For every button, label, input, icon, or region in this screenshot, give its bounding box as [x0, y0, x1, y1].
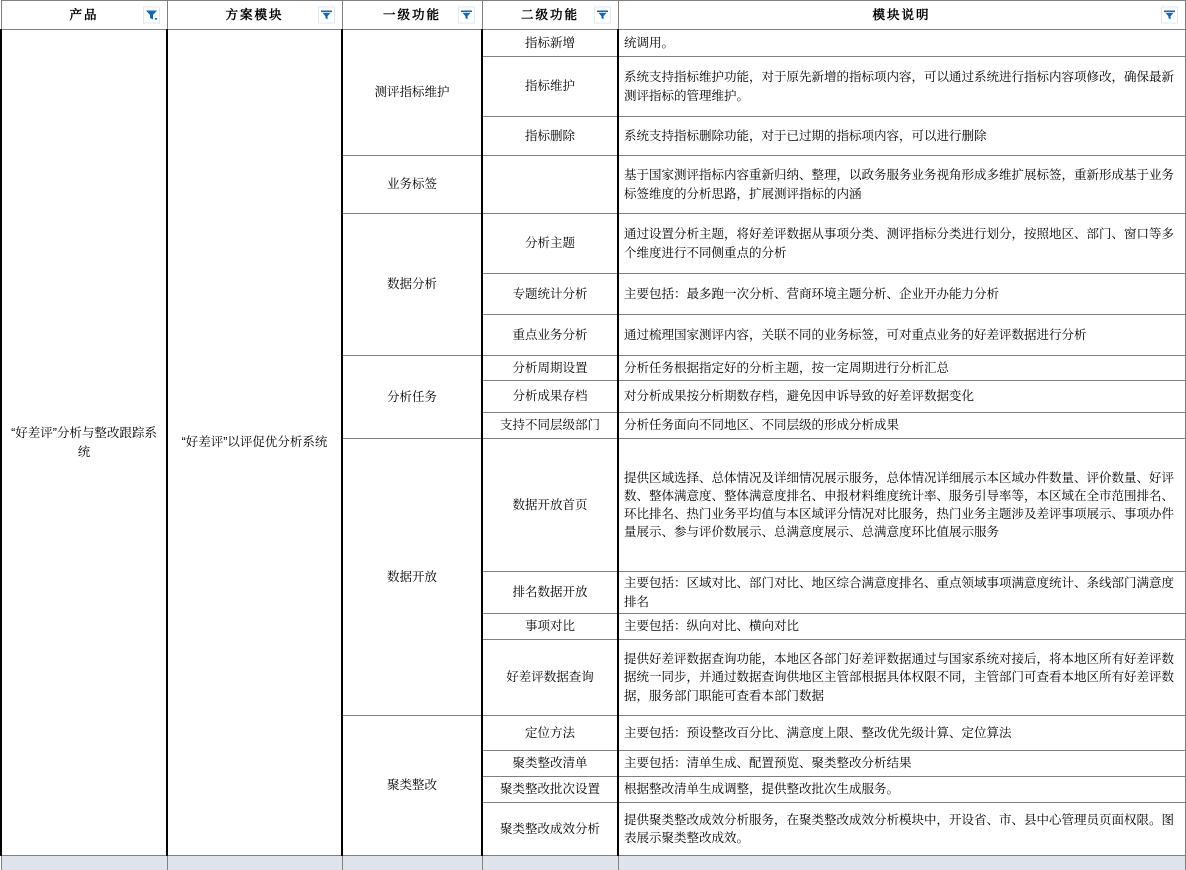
solution-module-cell[interactable]: “好差评”以评促优分析系统: [167, 30, 342, 856]
module-description-cell[interactable]: 系统支持指标删除功能，对于已过期的指标项内容，可以进行删除: [618, 117, 1185, 156]
module-description-cell[interactable]: 通过梳理国家测评内容，关联不同的业务标签，可对重点业务的好差评数据进行分析: [618, 315, 1185, 356]
module-description-cell[interactable]: 主要包括：区域对比、部门对比、地区综合满意度排名、重点领域事项满意度统计、条线部门满意度排名: [618, 572, 1185, 614]
partial-cell: [167, 856, 342, 870]
column-header-module-description[interactable]: [618, 1, 1185, 30]
filter-icon[interactable]: [1161, 7, 1178, 24]
module-description-cell[interactable]: 主要包括：纵向对比、横向对比: [618, 614, 1185, 640]
level1-function-cell[interactable]: 分析任务: [342, 356, 482, 439]
column-header-level1-function[interactable]: [342, 1, 482, 30]
column-header-level2-function-label: 二级功能: [521, 6, 579, 24]
level2-function-cell[interactable]: 排名数据开放: [482, 572, 618, 614]
column-header-product-label: 产品: [69, 6, 98, 24]
level2-function-cell[interactable]: 聚类整改批次设置: [482, 777, 618, 803]
level1-function-cell[interactable]: 聚类整改: [342, 716, 482, 856]
module-description-cell[interactable]: 提供区域选择、总体情况及详细情况展示服务，总体情况详细展示本区域办件数量、评价数量、好评数、整体满意度、整体满意度排名、申报材料维度统计率、服务引导率等，本区域在全市范围排名、环比排名、热门业务平均值与本区域评分情况对比服务，热门业务主题涉及差评事项展示、事项办件量展示、参与评价数展示、总满意度展示、总满意度环比值展示服务: [618, 439, 1185, 572]
module-description-cell[interactable]: 提供好差评数据查询功能，本地区各部门好差评数据通过与国家系统对接后，将本地区所有好差评数据统一同步，并通过数据查询供地区主管部根据具体权限不同，主管部门可查看本地区所有好差评数据，服务部门职能可查看本部门数据: [618, 640, 1185, 716]
module-description-cell[interactable]: 基于国家测评指标内容重新归纳、整理，以政务服务业务视角形成多维扩展标签，重新形成基于业务标签维度的分析思路，扩展测评指标的内涵: [618, 156, 1185, 214]
level2-function-cell[interactable]: 分析主题: [482, 214, 618, 274]
level2-function-cell[interactable]: 数据开放首页: [482, 439, 618, 572]
level1-function-cell[interactable]: 测评指标维护: [342, 30, 482, 156]
column-header-level1-function-label: 一级功能: [383, 6, 441, 24]
level2-function-cell[interactable]: 指标新增: [482, 30, 618, 57]
partial-cell: [482, 856, 618, 870]
module-description-cell[interactable]: 分析任务面向不同地区、不同层级的形成分析成果: [618, 413, 1185, 439]
level2-function-cell[interactable]: 事项对比: [482, 614, 618, 640]
filter-icon[interactable]: [594, 7, 611, 24]
partial-cell: [618, 856, 1185, 870]
table-row: [1, 30, 1185, 57]
column-header-solution-module-label: 方案模块: [225, 6, 283, 24]
filter-active-icon[interactable]: [143, 7, 160, 24]
filter-icon[interactable]: [458, 7, 475, 24]
partial-cell: [342, 856, 482, 870]
level2-function-cell[interactable]: 分析周期设置: [482, 356, 618, 381]
module-description-cell[interactable]: 主要包括：预设整改百分比、满意度上限、整改优先级计算、定位算法: [618, 716, 1185, 751]
product-cell[interactable]: “好差评”分析与整改跟踪系统: [1, 30, 167, 856]
level2-function-cell[interactable]: 聚类整改成效分析: [482, 803, 618, 856]
module-description-cell[interactable]: 系统支持指标维护功能，对于原先新增的指标项内容，可以通过系统进行指标内容项修改，确保最新测评指标的管理维护。: [618, 57, 1185, 117]
level1-function-cell[interactable]: 数据分析: [342, 214, 482, 356]
header-row: [1, 1, 1185, 30]
level2-function-cell[interactable]: 指标维护: [482, 57, 618, 117]
partial-cell: [1, 856, 167, 870]
module-description-cell[interactable]: 提供聚类整改成效分析服务，在聚类整改成效分析模块中，开设省、市、县中心管理员页面权限。图表展示聚类整改成效。: [618, 803, 1185, 856]
level1-function-cell[interactable]: 数据开放: [342, 439, 482, 716]
table-header: [1, 1, 1185, 30]
level2-function-cell[interactable]: 指标删除: [482, 117, 618, 156]
level2-function-cell[interactable]: 专题统计分析: [482, 274, 618, 315]
module-description-cell[interactable]: 主要包括：清单生成、配置预览、聚类整改分析结果: [618, 751, 1185, 777]
level2-function-cell[interactable]: [482, 156, 618, 214]
column-header-solution-module[interactable]: [167, 1, 342, 30]
column-header-module-description-label: 模块说明: [872, 6, 930, 24]
module-description-cell[interactable]: 统调用。: [618, 30, 1185, 57]
module-description-cell[interactable]: 主要包括：最多跑一次分析、营商环境主题分析、企业开办能力分析: [618, 274, 1185, 315]
table-row-partial: [1, 856, 1185, 870]
level1-function-cell[interactable]: 业务标签: [342, 156, 482, 214]
level2-function-cell[interactable]: 分析成果存档: [482, 381, 618, 413]
module-description-cell[interactable]: 对分析成果按分析期数存档，避免因申诉导致的好差评数据变化: [618, 381, 1185, 413]
level2-function-cell[interactable]: 好差评数据查询: [482, 640, 618, 716]
filter-icon[interactable]: [318, 7, 335, 24]
level2-function-cell[interactable]: 重点业务分析: [482, 315, 618, 356]
module-description-cell[interactable]: 通过设置分析主题，将好差评数据从事项分类、测评指标分类进行划分，按照地区、部门、窗口等多个维度进行不同侧重点的分析: [618, 214, 1185, 274]
column-header-product[interactable]: [1, 1, 167, 30]
table-body: [1, 30, 1185, 870]
level2-function-cell[interactable]: 支持不同层级部门: [482, 413, 618, 439]
level2-function-cell[interactable]: 定位方法: [482, 716, 618, 751]
column-header-level2-function[interactable]: [482, 1, 618, 30]
module-description-cell[interactable]: 分析任务根据指定好的分析主题，按一定周期进行分析汇总: [618, 356, 1185, 381]
module-description-cell[interactable]: 根据整改清单生成调整，提供整改批次生成服务。: [618, 777, 1185, 803]
level2-function-cell[interactable]: 聚类整改清单: [482, 751, 618, 777]
